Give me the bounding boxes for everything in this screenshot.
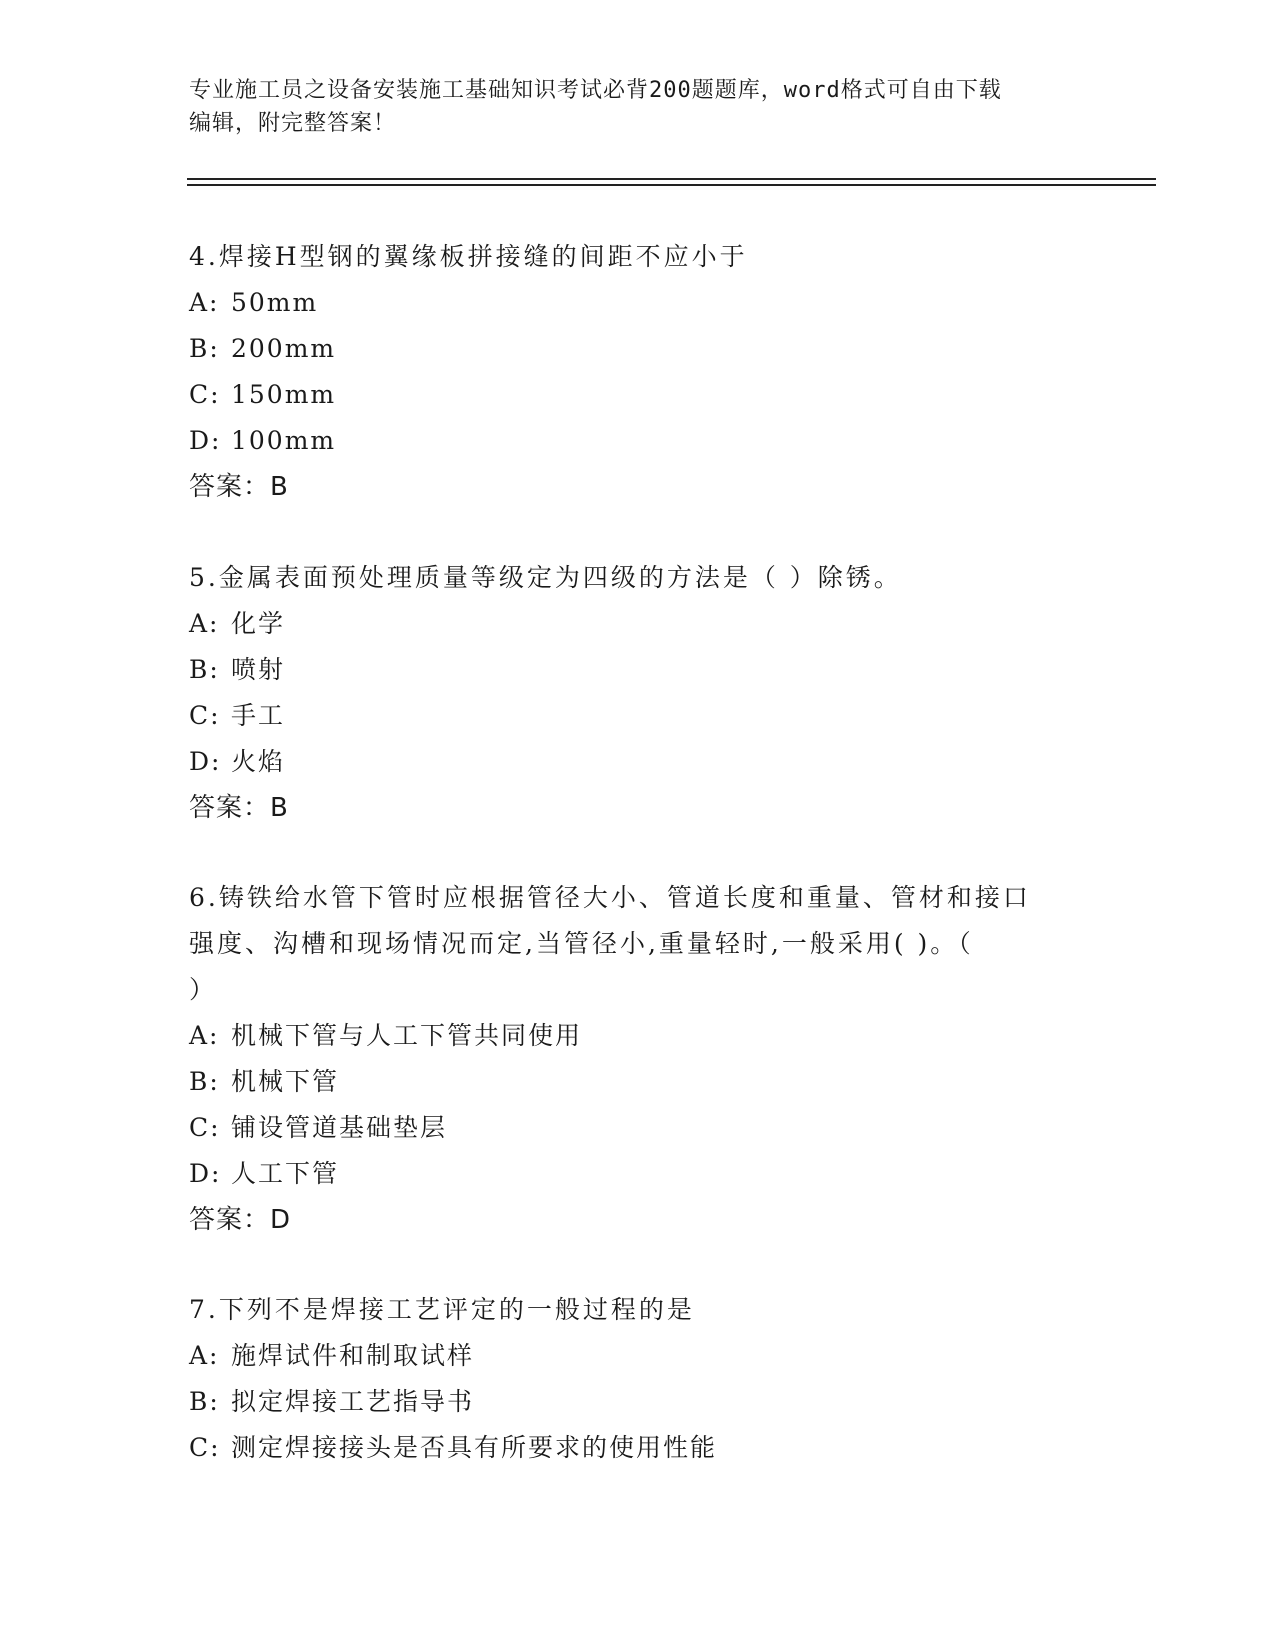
option-a: A: 化学 — [189, 609, 286, 638]
question-5 — [189, 555, 1089, 831]
question-4 — [189, 234, 1089, 510]
header-divider-top — [187, 178, 1156, 180]
option-b: B: 拟定焊接工艺指导书 — [189, 1387, 475, 1416]
answer: 答案：B — [189, 793, 289, 823]
option-a: A: 施焊试件和制取试样 — [189, 1341, 475, 1370]
question-7 — [189, 1287, 1089, 1471]
option-c: C: 手工 — [189, 701, 286, 730]
option-b: B: 机械下管 — [189, 1067, 340, 1096]
header-line-1: 专业施工员之设备安装施工基础知识考试必背200题题库，word格式可自由下载 — [189, 78, 1002, 103]
header-divider-bottom — [187, 184, 1156, 186]
option-c: C: 150mm — [189, 380, 337, 409]
option-b: B: 200mm — [189, 334, 337, 363]
question-stem: 5.金属表面预处理质量等级定为四级的方法是（ ）除锈。 — [189, 563, 902, 592]
question-stem-line-2: 强度、沟槽和现场情况而定,当管径小,重量轻时,一般采用( )。（ — [189, 929, 974, 958]
question-6 — [189, 875, 1089, 1243]
answer: 答案：D — [189, 1205, 292, 1235]
question-stem-line-1: 6.铸铁给水管下管时应根据管径大小、管道长度和重量、管材和接口 — [189, 883, 1031, 912]
option-b: B: 喷射 — [189, 655, 286, 684]
option-d: D: 100mm — [189, 426, 337, 455]
option-a: A: 机械下管与人工下管共同使用 — [189, 1021, 583, 1050]
question-stem: 4.焊接H型钢的翼缘板拼接缝的间距不应小于 — [189, 242, 748, 271]
question-stem: 7.下列不是焊接工艺评定的一般过程的是 — [189, 1295, 695, 1324]
option-c: C: 测定焊接接头是否具有所要求的使用性能 — [189, 1433, 718, 1462]
option-c: C: 铺设管道基础垫层 — [189, 1113, 448, 1142]
option-d: D: 火焰 — [189, 747, 286, 776]
option-d: D: 人工下管 — [189, 1159, 340, 1188]
header-line-2: 编辑，附完整答案！ — [189, 111, 397, 136]
document-header — [189, 74, 1089, 140]
option-a: A: 50mm — [189, 288, 319, 317]
question-stem-line-3: ） — [189, 975, 218, 1004]
answer: 答案：B — [189, 472, 289, 502]
